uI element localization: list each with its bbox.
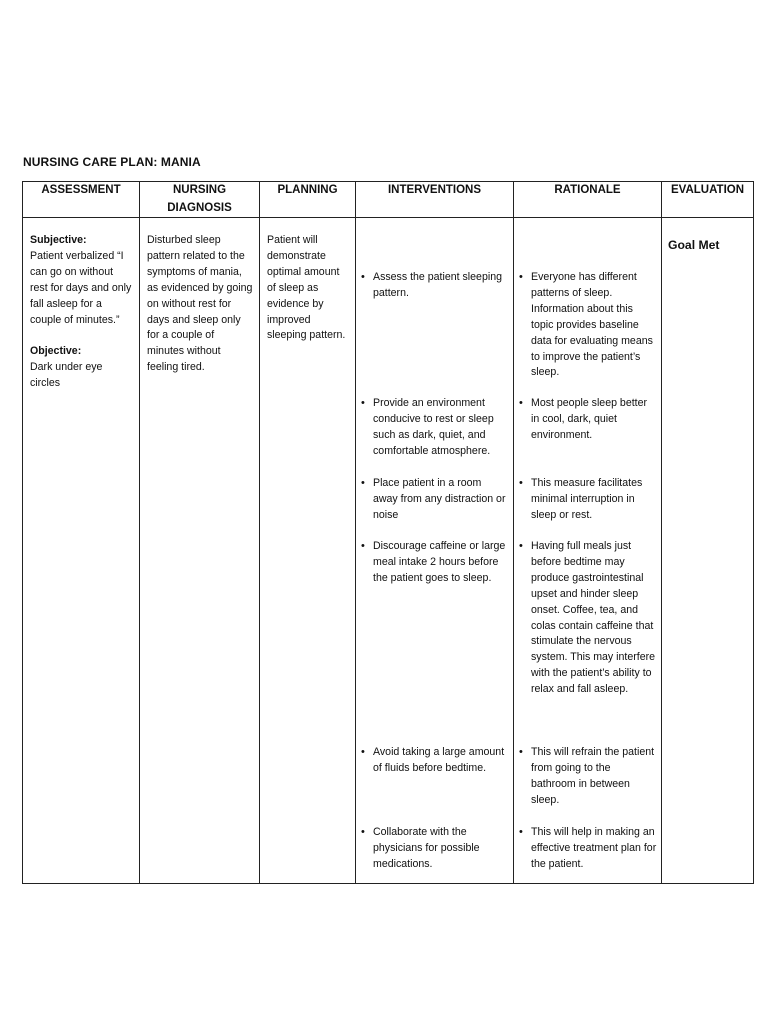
header-nursing-diagnosis: NURSING DIAGNOSIS	[140, 182, 260, 218]
assessment-cell	[23, 218, 140, 884]
rationale-item: • This will refrain the patient from going to the bathroom in between sleep.	[516, 745, 657, 809]
header-rationale: RATIONALE	[514, 182, 662, 218]
nursing-diagnosis-text: Disturbed sleep pattern related to the symptoms of mania, as evidenced by going on without rest for days and sleep only for a couple of minutes without feeling tired.	[147, 234, 253, 374]
planning-text: Patient will demonstrate optimal amount of sleep as evidence by improved sleeping pattern.	[267, 234, 346, 342]
intervention-item: • Avoid taking a large amount of fluids before bedtime.	[358, 745, 509, 777]
document-title: NURSING CARE PLAN: MANIA	[23, 155, 201, 169]
intervention-item: • Provide an environment conducive to rest or sleep such as dark, quiet, and comfortable atmosphere.	[358, 396, 509, 460]
intervention-item: • Collaborate with the physicians for possible medications.	[358, 825, 509, 873]
header-interventions: INTERVENTIONS	[356, 182, 514, 218]
care-plan-row	[23, 218, 754, 884]
evaluation-text: Goal Met	[668, 238, 720, 252]
care-plan-table	[22, 181, 754, 884]
rationale-cell	[514, 218, 662, 884]
rationale-item: • Having full meals just before bedtime may produce gastrointestinal upset and hinder sleep onset. Coffee, tea, and colas contain caffeine that stimulate the nervous system. This may interfere with the patient’s ability to relax and fall asleep.	[516, 539, 657, 698]
rationale-item: • Most people sleep better in cool, dark, quiet environment.	[516, 396, 657, 444]
rationale-item: • Everyone has different patterns of sleep. Information about this topic provides baseline data for evaluating means to improve the patient’s sleep.	[516, 270, 657, 381]
evaluation-cell	[662, 218, 754, 884]
rationale-item: • This will help in making an effective treatment plan for the patient.	[516, 825, 657, 873]
objective-label: Objective:	[30, 345, 82, 358]
intervention-item: • Place patient in a room away from any distraction or noise	[358, 476, 509, 524]
interventions-cell	[356, 218, 514, 884]
planning-cell	[260, 218, 356, 884]
header-assessment: ASSESSMENT	[23, 182, 140, 218]
intervention-item: • Assess the patient sleeping pattern.	[358, 270, 509, 302]
header-planning: PLANNING	[260, 182, 356, 218]
header-row	[23, 182, 754, 218]
intervention-item: • Discourage caffeine or large meal intake 2 hours before the patient goes to sleep.	[358, 539, 509, 587]
nursing-diagnosis-cell	[140, 218, 260, 884]
objective-text: Dark under eye circles	[30, 361, 103, 390]
subjective-text: Patient verbalized “I can go on without rest for days and only fall asleep for a couple of minutes.”	[30, 249, 132, 326]
subjective-label: Subjective:	[30, 234, 87, 246]
rationale-item: • This measure facilitates minimal interruption in sleep or rest.	[516, 476, 657, 524]
header-evaluation: EVALUATION	[662, 182, 754, 218]
